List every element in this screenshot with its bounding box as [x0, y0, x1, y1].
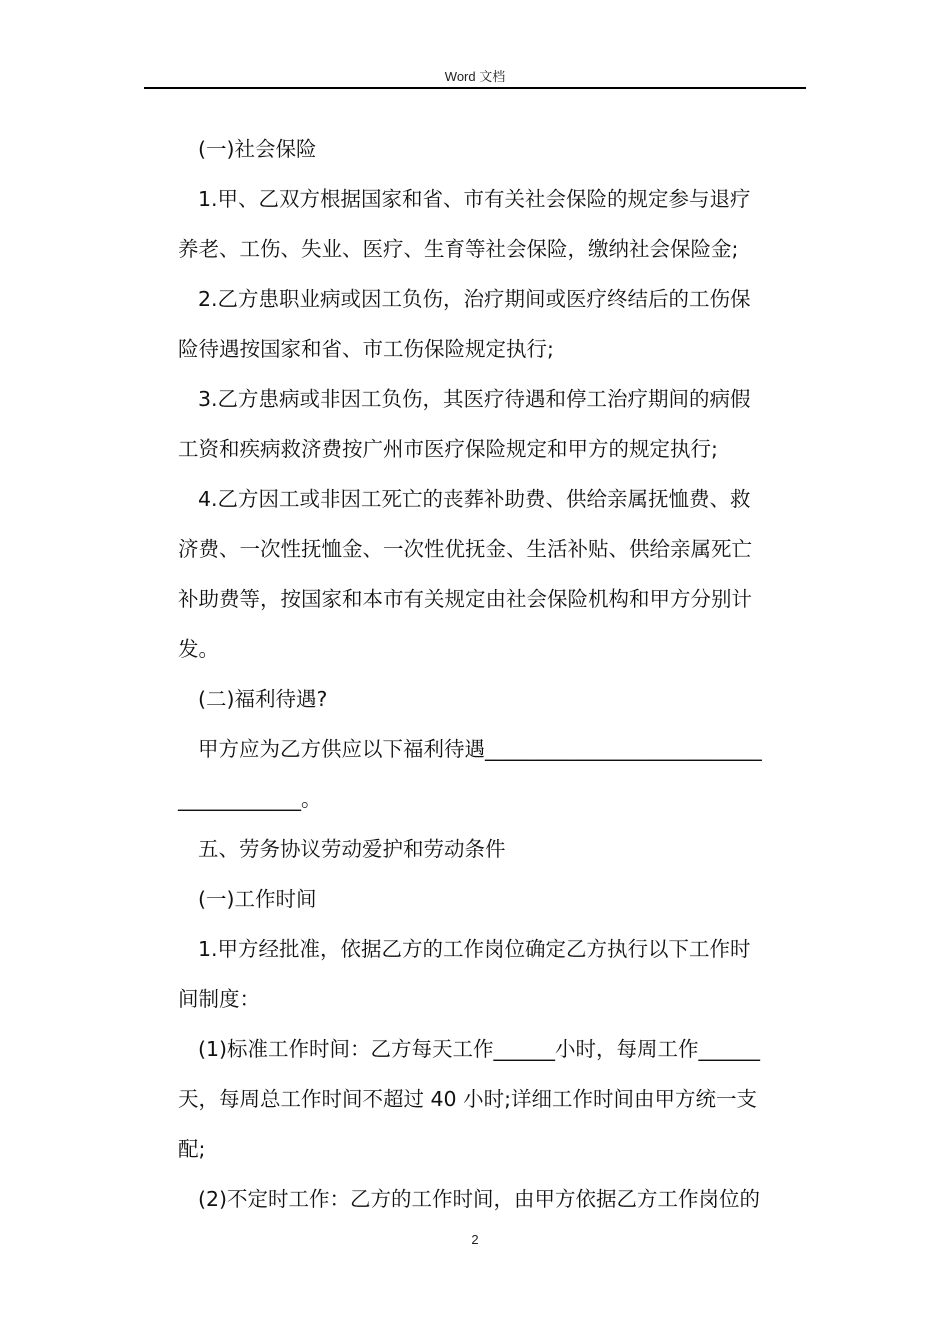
paragraph-line: 工资和疾病救济费按广州市医疗保险规定和甲方的规定执行;	[178, 437, 718, 461]
paragraph-line: 配;	[178, 1137, 206, 1161]
section-heading-labor-protection: 五、劳务协议劳动爱护和劳动条件	[198, 837, 506, 861]
document-body	[178, 124, 808, 1224]
header-rule	[144, 87, 806, 89]
section-heading-welfare: (二)福利待遇?	[198, 687, 328, 711]
paragraph-line: 4.乙方因工或非因工死亡的丧葬补助费、供给亲属抚恤费、救	[198, 487, 751, 511]
paragraph-line: 甲方应为乙方供应以下福利待遇___________________________	[198, 737, 762, 761]
paragraph-line: 间制度：	[178, 987, 260, 1011]
paragraph-line: 1.甲、乙双方根据国家和省、市有关社会保险的规定参与退疗	[198, 187, 751, 211]
page-header: Word 文档	[444, 69, 506, 84]
paragraph-line: 1.甲方经批准，依据乙方的工作岗位确定乙方执行以下工作时	[198, 937, 751, 961]
paragraph-line: 2.乙方患职业病或因工负伤，治疗期间或医疗终结后的工伤保	[198, 287, 751, 311]
paragraph-line: 养老、工伤、失业、医疗、生育等社会保险，缴纳社会保险金;	[178, 237, 739, 261]
paragraph-line: 补助费等，按国家和本市有关规定由社会保险机构和甲方分别计	[178, 587, 752, 611]
paragraph-line: ____________。	[178, 787, 322, 811]
page-number: 2	[471, 1232, 479, 1247]
paragraph-line: 3.乙方患病或非因工负伤，其医疗待遇和停工治疗期间的病假	[198, 387, 751, 411]
section-heading-social-insurance: (一)社会保险	[198, 137, 317, 161]
paragraph-line: 险待遇按国家和省、市工伤保险规定执行;	[178, 337, 554, 361]
paragraph-line: 天，每周总工作时间不超过 40 小时;详细工作时间由甲方统一支	[178, 1087, 758, 1111]
paragraph-line: 济费、一次性抚恤金、一次性优抚金、生活补贴、供给亲属死亡	[178, 537, 752, 561]
paragraph-line: (1)标准工作时间：乙方每天工作______小时，每周工作______	[198, 1037, 761, 1061]
paragraph-line: (2)不定时工作：乙方的工作时间，由甲方依据乙方工作岗位的	[198, 1187, 761, 1211]
paragraph-line: 发。	[178, 637, 219, 661]
section-heading-working-hours: (一)工作时间	[198, 887, 317, 911]
